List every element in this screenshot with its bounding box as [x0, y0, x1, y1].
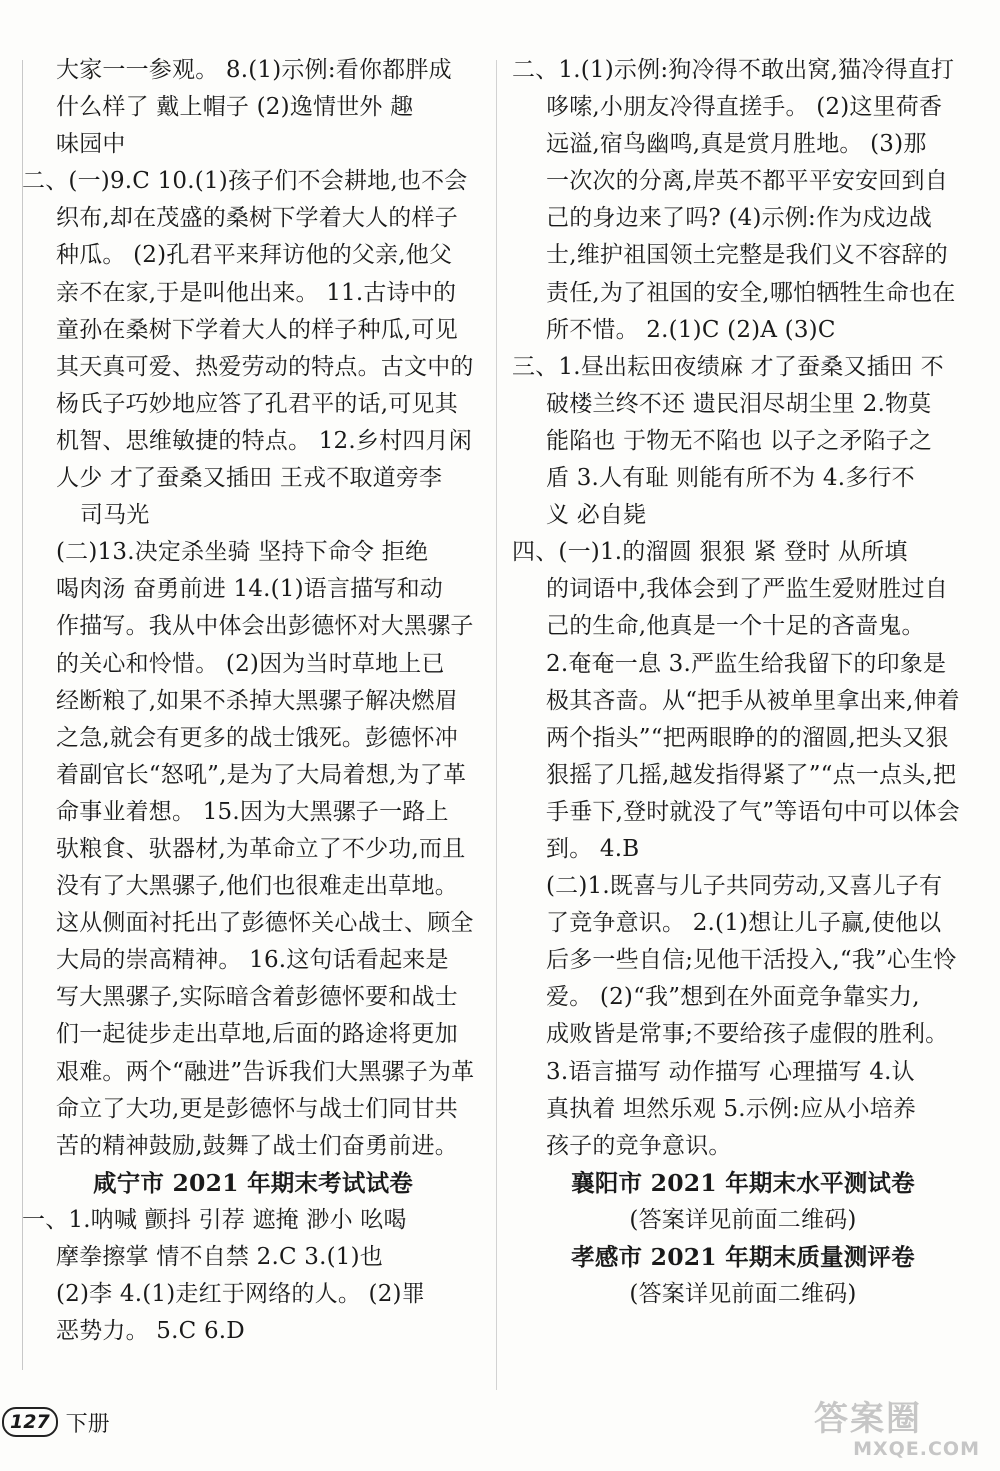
answer-line: 织布,却在茂盛的桑树下学着大人的样子	[56, 205, 458, 232]
site-watermark	[814, 1400, 984, 1466]
answer-line: 喝肉汤 奋勇前进 14.(1)语言描写和动	[56, 576, 443, 603]
answer-line: 到。 4.B	[546, 835, 640, 862]
answer-line: 作描写。我从中体会出彭德怀对大黑骡子	[56, 613, 474, 640]
answer-line: 的词语中,我体会到了严监生爱财胜过自	[546, 576, 948, 603]
answer-line: 味园中	[56, 131, 126, 158]
answer-line: 极其吝啬。从“把手从被单里拿出来,伸着	[546, 687, 960, 714]
section-title: 咸宁市 2021 年期末考试试卷	[93, 1168, 413, 1197]
answer-line: 其天真可爱、热爱劳动的特点。古文中的	[56, 353, 474, 380]
section-note: (答案详见前面二维码)	[629, 1281, 857, 1308]
answer-line: 艰难。两个“融进”告诉我们大黑骡子为革	[56, 1058, 475, 1085]
answer-line: 二、(一)9.C 10.(1)孩子们不会耕地,也不会	[22, 168, 468, 195]
answer-line: 破楼兰终不还 遗民泪尽胡尘里 2.物莫	[546, 390, 932, 417]
answer-line: 大局的崇高精神。 16.这句话看起来是	[56, 947, 449, 974]
answer-line: 后多一些自信;见他干活投入,“我”心生怜	[546, 947, 957, 974]
answer-line: 们一起徒步走出草地,后面的路途将更加	[56, 1021, 458, 1048]
answer-line: 童孙在桑树下学着大人的样子种瓜,可见	[56, 316, 458, 343]
answer-line: 两个指头”“把两眼睁的的溜圆,把头又狠	[546, 724, 949, 751]
answer-line: 命事业着想。 15.因为大黑骡子一路上	[56, 798, 449, 825]
answer-line: 大家一一参观。 8.(1)示例:看你都胖成	[56, 57, 452, 83]
answer-line: 着副官长“怒吼”,是为了大局着想,为了革	[56, 761, 467, 788]
answer-line: 所不惜。 2.(1)C (2)A (3)C	[546, 316, 836, 343]
column-divider	[496, 60, 497, 1390]
answer-line: 远溢,宿鸟幽鸣,真是赏月胜地。 (3)那	[546, 131, 927, 158]
answer-line: 什么样了 戴上帽子 (2)逸情世外 趣	[56, 94, 414, 121]
answer-line: 种瓜。 (2)孔君平来拜访他的父亲,他父	[56, 242, 453, 269]
answer-line: 的关心和怜惜。 (2)因为当时草地上已	[56, 650, 445, 677]
answer-line: 没有了大黑骡子,他们也很难走出草地。	[56, 873, 458, 900]
answer-line: 2.奄奄一息 3.严监生给我留下的印象是	[546, 650, 947, 677]
answer-line: 摩拳擦掌 情不自禁 2.C 3.(1)也	[56, 1244, 383, 1270]
answer-line: 机智、思维敏捷的特点。 12.乡村四月闲	[56, 427, 472, 454]
answer-line: 己的生命,他真是一个十足的吝啬鬼。	[546, 613, 925, 640]
answer-line: 二、1.(1)示例:狗冷得不敢出窝,猫冷得直打	[512, 57, 955, 83]
answer-line: 杨氏子巧妙地应答了孔君平的话,可见其	[56, 390, 458, 417]
answer-line: (二)13.决定杀坐骑 坚持下命令 拒绝	[56, 539, 429, 566]
answer-line: (二)1.既喜与儿子共同劳动,又喜儿子有	[546, 873, 943, 900]
answer-line: 士,维护祖国领土完整是我们义不容辞的	[546, 242, 948, 269]
section-title: 孝感市 2021 年期末质量测评卷	[571, 1243, 915, 1271]
answer-line: 手垂下,登时就没了气”等语句中可以体会	[546, 798, 960, 825]
answer-line: 盾 3.人有耻 则能有所不为 4.多行不	[546, 465, 915, 492]
watermark-text-bottom: MXQE.COM	[853, 1438, 980, 1460]
answer-line: 成败皆是常事;不要给孩子虚假的胜利。	[546, 1021, 949, 1048]
answer-line: 孩子的竞争意识。	[546, 1132, 732, 1159]
answer-line: 哆嗦,小朋友冷得直搓手。 (2)这里荷香	[546, 94, 943, 121]
answer-line: 恶势力。 5.C 6.D	[56, 1318, 245, 1345]
answer-line: 三、1.昼出耘田夜绩麻 才了蚕桑又插田 不	[512, 353, 944, 380]
answer-line: 之急,就会有更多的战士饿死。彭德怀冲	[56, 724, 458, 751]
answer-line: 能陷也 于物无不陷也 以子之矛陷子之	[546, 427, 933, 454]
answer-line: 责任,为了祖国的安全,哪怕牺牲生命也在	[546, 279, 956, 306]
answer-line: 3.语言描写 动作描写 心理描写 4.认	[546, 1058, 915, 1085]
answer-line: 四、(一)1.的溜圆 狠狠 紧 登时 从所填	[512, 539, 908, 566]
page-number-badge: 127	[2, 1407, 58, 1437]
answer-line: 义 必自毙	[546, 502, 647, 529]
answer-line: 己的身边来了吗? (4)示例:作为戍边战	[546, 205, 932, 232]
answer-line: 司马光	[80, 502, 150, 529]
answer-line: 一次次的分离,岸英不都平平安安回到自	[546, 168, 948, 195]
answer-column-left	[22, 52, 484, 1350]
answer-line: 经断粮了,如果不杀掉大黑骡子解决燃眉	[56, 687, 458, 714]
answer-line: 亲不在家,于是叫他出来。 11.古诗中的	[56, 279, 457, 306]
answer-line: 爱。 (2)“我”想到在外面竞争靠实力,	[546, 984, 920, 1011]
answer-line: 苦的精神鼓励,鼓舞了战士们奋勇前进。	[56, 1132, 458, 1159]
answer-line: 了竞争意识。 2.(1)想让儿子赢,使他以	[546, 910, 942, 937]
answer-line: 一、1.呐喊 颤抖 引荐 遮掩 渺小 吆喝	[22, 1206, 407, 1233]
answer-line: 人少 才了蚕桑又插田 王戎不取道旁李	[56, 465, 443, 492]
answer-line: (2)李 4.(1)走红于网络的人。 (2)罪	[56, 1281, 425, 1308]
volume-label: 下册	[65, 1411, 110, 1437]
answer-line: 这从侧面衬托出了彭德怀关心战士、顾全	[56, 910, 474, 937]
page-footer	[2, 1402, 110, 1442]
section-title: 襄阳市 2021 年期末水平测试卷	[571, 1168, 915, 1197]
section-note: (答案详见前面二维码)	[629, 1206, 857, 1233]
answer-column-right	[512, 52, 974, 1313]
watermark-text-top: 答案圈	[814, 1399, 922, 1439]
answer-line: 真执着 坦然乐观 5.示例:应从小培养	[546, 1095, 917, 1122]
answer-line: 狠摇了几摇,越发指得紧了”“点一点头,把	[546, 761, 957, 788]
answer-line: 驮粮食、驮器材,为革命立了不少功,而且	[56, 835, 466, 862]
answer-line: 命立了大功,更是彭德怀与战士们同甘共	[56, 1095, 458, 1122]
answer-line: 写大黑骡子,实际暗含着彭德怀要和战士	[56, 984, 458, 1011]
